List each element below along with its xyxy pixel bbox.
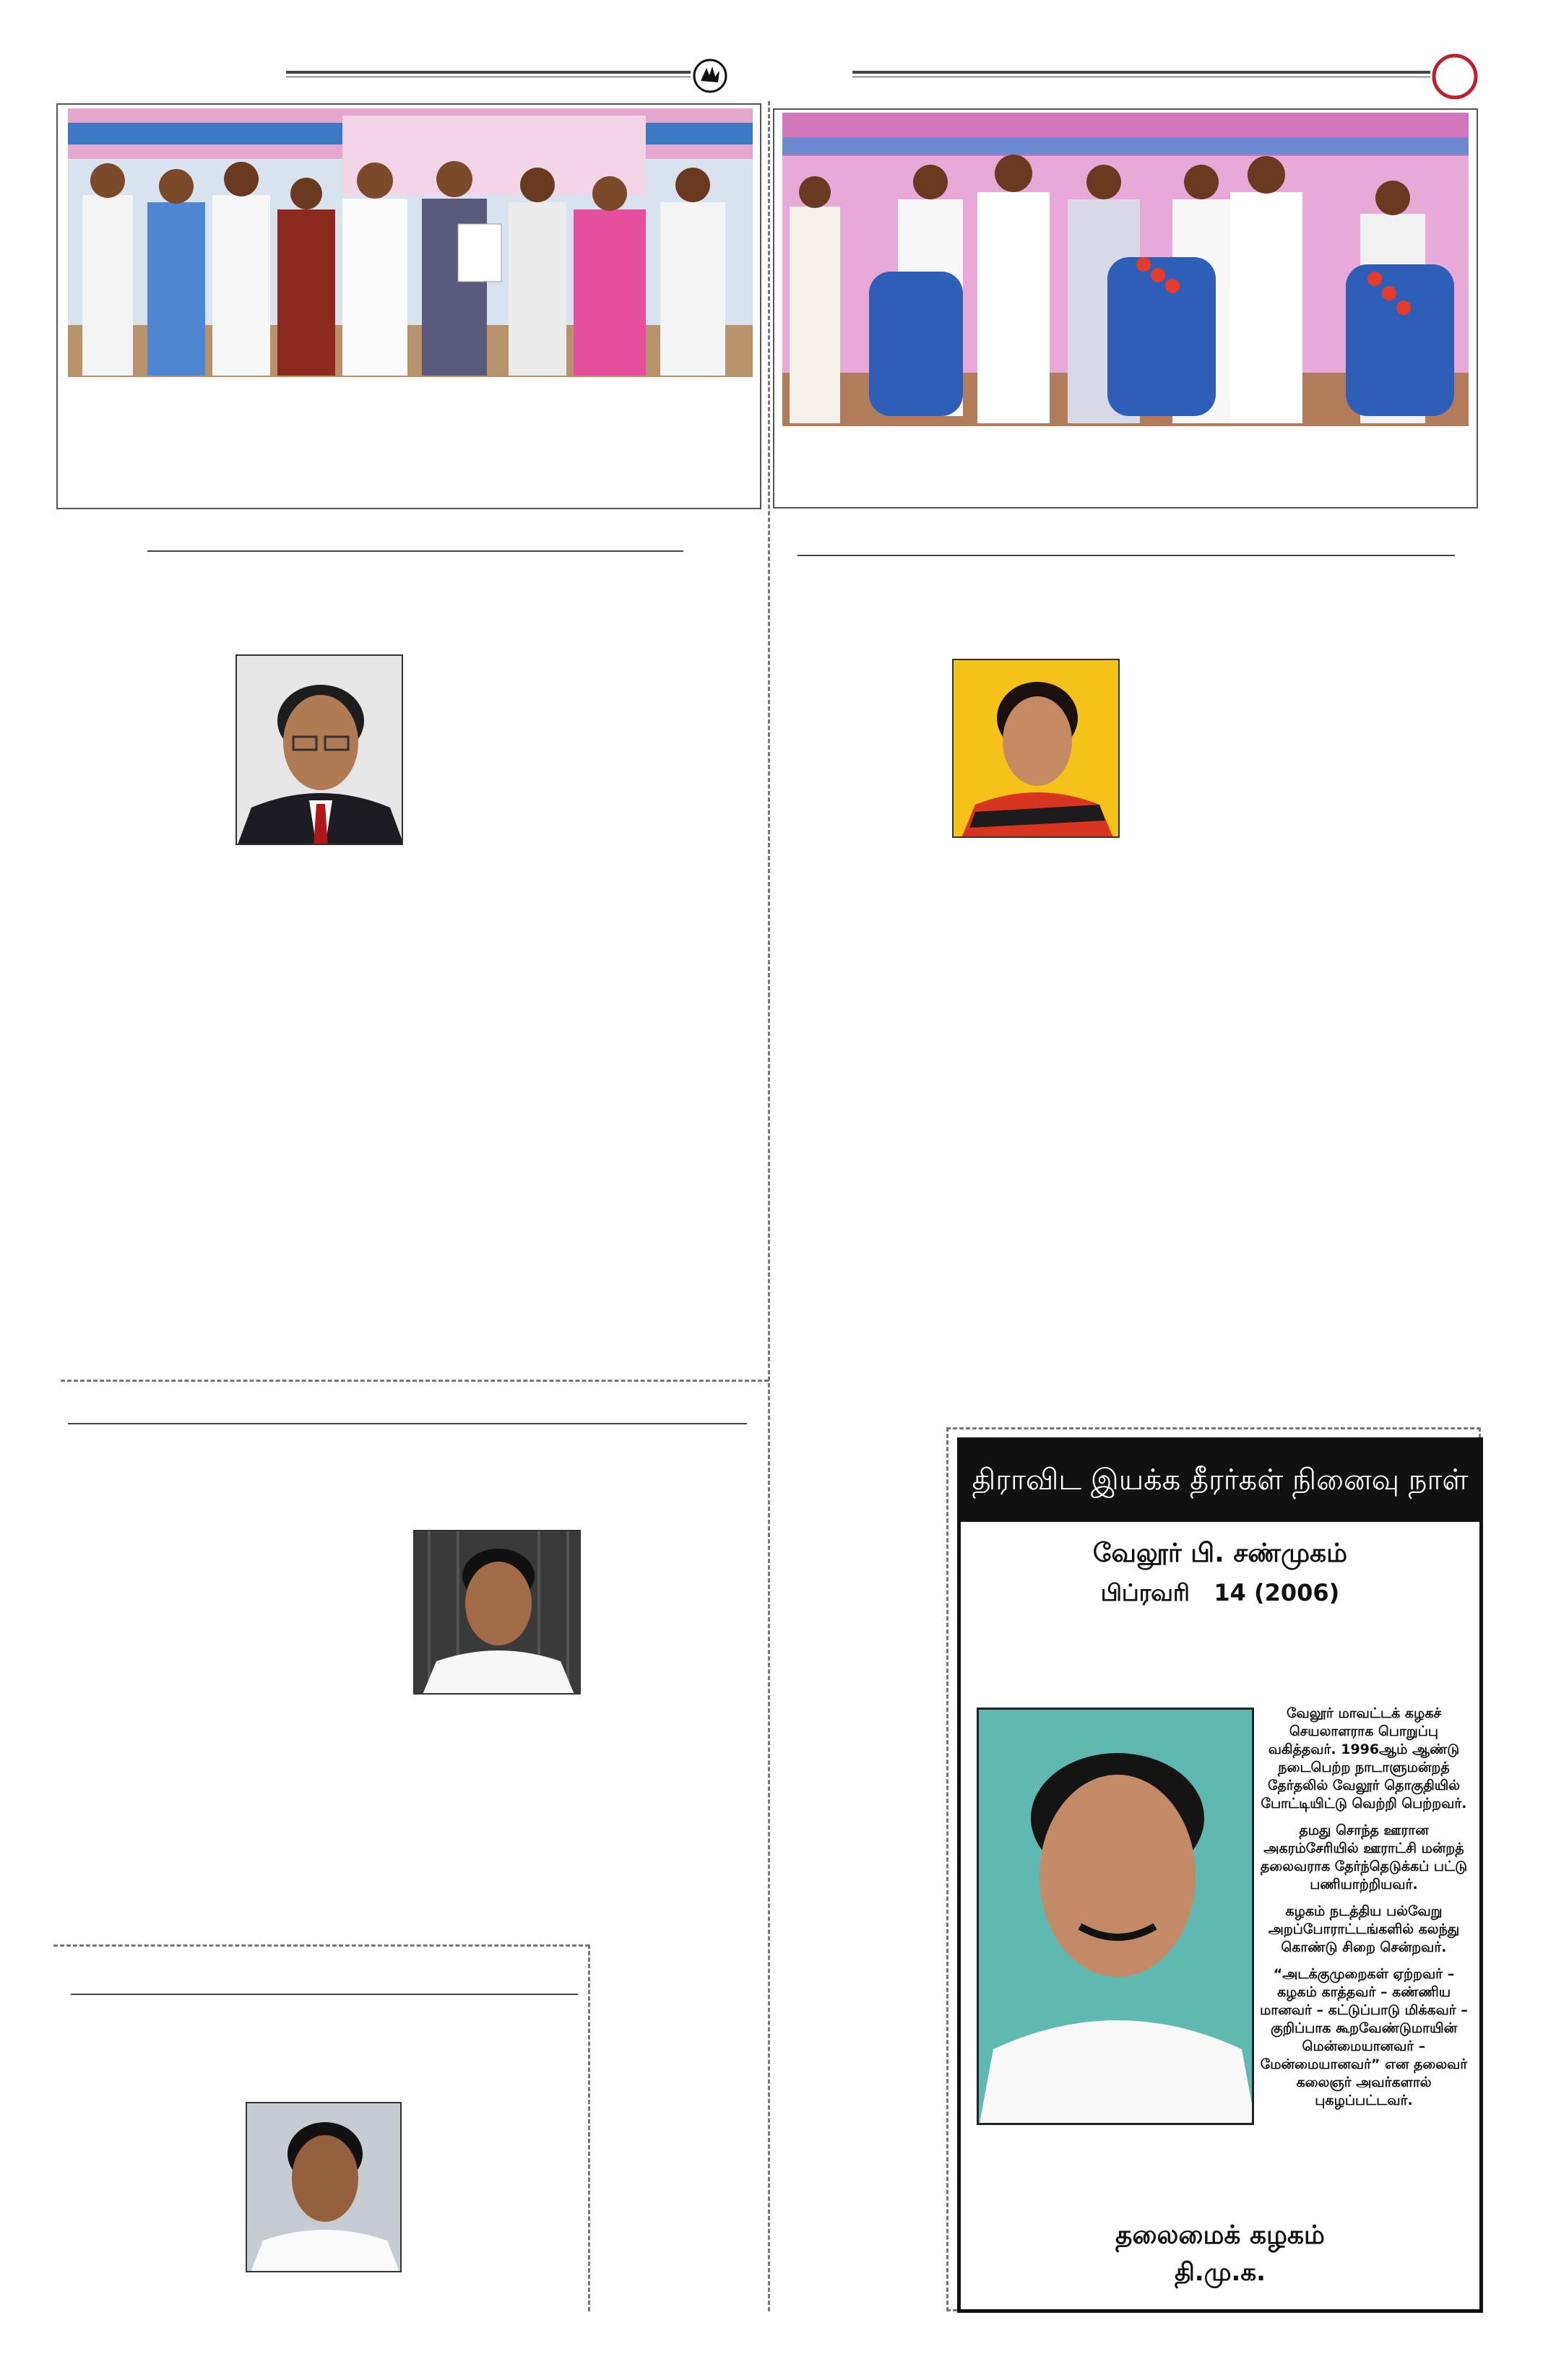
- memorial-bio-paragraph: “அடக்குமுறைகள் ஏற்றவர் – கழகம் காத்தவர் – கண்ணிய மானவர் – கட்டுப்பாடு மிக்கவர் – குறிப்பாக கூறவேண்டுமாயின் மென்மையானவர் – மேன்மையானவர்” என தலைவர் கலைஞர் அவர்களால் புகழப்பட்டவர்.: [1260, 1966, 1468, 2108]
- portrait-man-white-shirt: [413, 1530, 581, 1695]
- portrait-man-grey: [246, 2102, 402, 2272]
- memorial-bio: [1257, 1705, 1471, 2110]
- memorial-bio-paragraph: வேலூர் மாவட்டக் கழகச் செயலாளராக பொறுப்பு வகித்தவர். 1996ஆம் ஆண்டு நடைபெற்ற நாடாளுமன்றத் தேர்தலில் வேலூர் தொகுதியில் போட்டியிட்டு வெற்றி பெற்றவர்.: [1261, 1705, 1467, 1812]
- photo-scooter-distribution: [782, 113, 1469, 426]
- article-rule-2: [798, 555, 1455, 556]
- portrait-woman-yellow: [952, 659, 1120, 838]
- section-separator-left: [61, 1380, 769, 1382]
- header-rule-left: [286, 71, 691, 74]
- portrait-man-spectacles: [235, 654, 403, 845]
- article-rule-3: [68, 1423, 747, 1424]
- article-rule-1: [147, 550, 683, 552]
- memorial-date: பிப்ரவரி 14 (2006): [1100, 1579, 1340, 1606]
- memorial-bio-paragraph: கழகம் நடத்திய பல்வேறு அறப்போராட்டங்களில் கலந்து கொண்டு சிறை சென்றவர்.: [1268, 1903, 1460, 1955]
- box-separator-top: [53, 1944, 589, 1947]
- box-separator-left: [588, 1944, 590, 2311]
- photo-certificate-ceremony: [68, 108, 753, 377]
- memorial-footer-line1: தலைமைக் கழகம்: [1115, 2220, 1325, 2250]
- memorial-banner-text: திராவிட இயக்க தீரர்கள் நினைவு நாள்: [972, 1463, 1469, 1497]
- memorial-name: வேலூர் பி. சண்முகம்: [1092, 1539, 1348, 1568]
- memorial-footer-line2: தி.மு.க.: [1174, 2258, 1266, 2287]
- party-sun-emblem-icon: [692, 58, 728, 94]
- red-ring-icon: [1430, 52, 1479, 101]
- memorial-portrait: [977, 1708, 1254, 2125]
- memorial-bio-paragraph: தமது சொந்த ஊரான அகரம்சேரியில் ஊராட்சி மன்றத் தலைவராக தேர்ந்தெடுக்கப் பட்டு பணியாற்றியவர்.: [1260, 1822, 1468, 1892]
- memorial-banner: [961, 1441, 1479, 1522]
- article-rule-4: [71, 1994, 578, 1995]
- header-rule-right: [852, 71, 1430, 74]
- column-separator-vertical: [768, 101, 770, 2311]
